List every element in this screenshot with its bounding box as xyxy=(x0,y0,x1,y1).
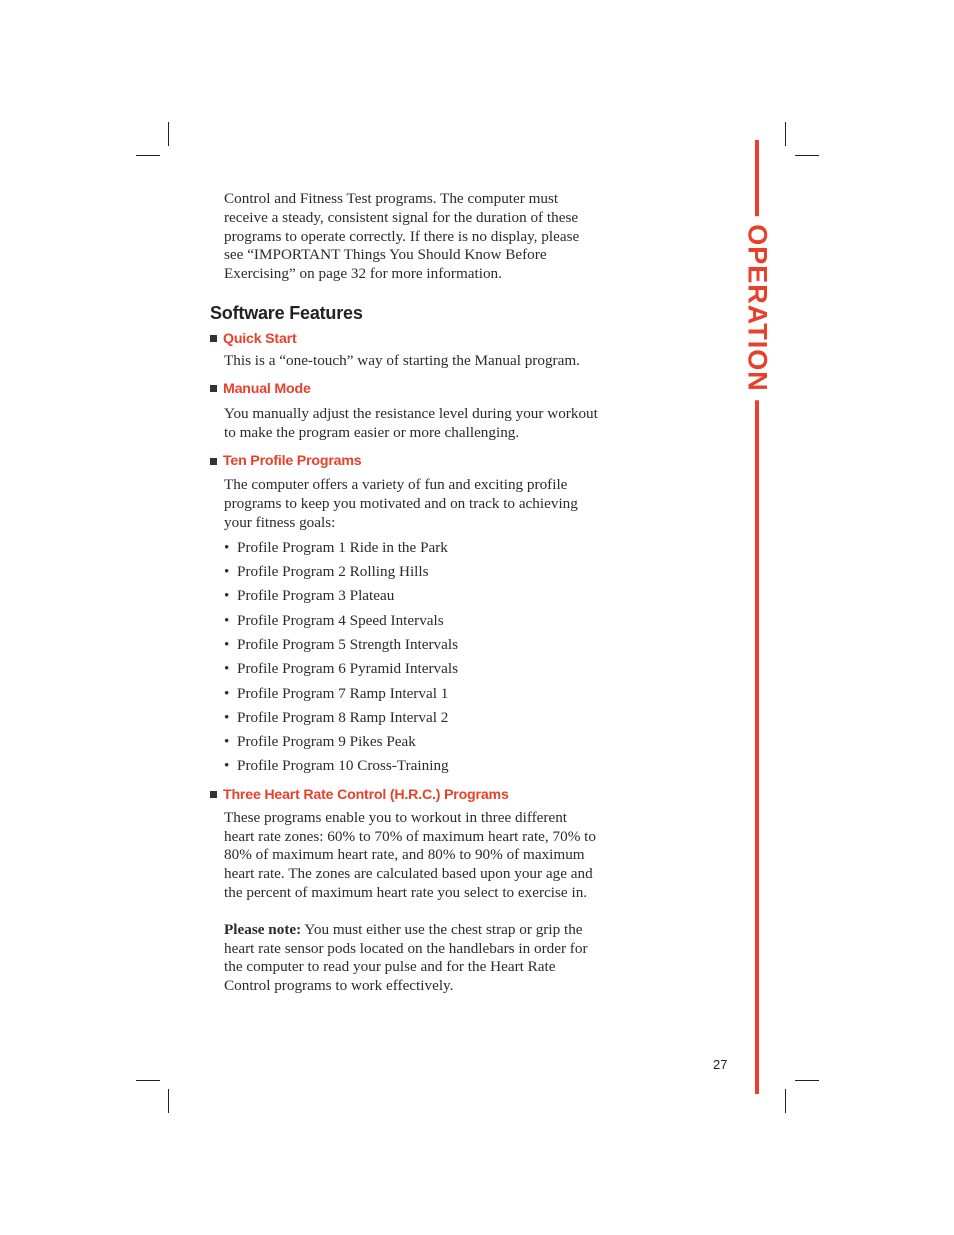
list-item: • Profile Program 10 Cross-Training xyxy=(224,757,610,781)
crop-mark xyxy=(795,1080,819,1081)
hrc-note xyxy=(224,921,599,996)
intro-paragraph: Control and Fitness Test programs. The computer must receive a steady, consistent signal for the duration of these programs to operate correctly. If there is no display, please see “IMPORTANT Things You Should Know Before Exercising” on page 32 for more information. xyxy=(224,190,580,283)
page-number: 27 xyxy=(713,1057,728,1072)
crop-mark xyxy=(795,155,819,156)
profile-program-list xyxy=(210,539,610,782)
square-bullet-icon xyxy=(210,335,217,342)
note-label: Please note: xyxy=(224,920,302,938)
manual-mode-heading xyxy=(210,381,610,397)
square-bullet-icon xyxy=(210,791,217,798)
list-item: • Profile Program 9 Pikes Peak xyxy=(224,733,610,757)
crop-mark xyxy=(136,155,160,156)
bullet-dot: • xyxy=(224,733,230,751)
list-item: • Profile Program 2 Rolling Hills xyxy=(224,563,610,587)
list-item: • Profile Program 6 Pyramid Intervals xyxy=(224,660,610,684)
list-item: • Profile Program 1 Ride in the Park xyxy=(224,539,610,563)
hrc-text: These programs enable you to workout in three different heart rate zones: 60% to 70% of maximum heart rate, 70% to 80% of maximum heart rate, and 80% to 90% of maximum heart rate. The zones are calculated based upon your age and the percent of maximum heart rate you select to exercise in. xyxy=(224,808,596,901)
hrc-title: Three Heart Rate Control (H.R.C.) Programs xyxy=(223,786,509,803)
bullet-dot: • xyxy=(224,635,230,653)
note-text: You must either use the chest strap or grip the heart rate sensor pods located on the handlebars in order for the computer to read your pulse and for the Heart Rate Control programs to work effectively. xyxy=(224,920,588,995)
ten-profile-title: Ten Profile Programs xyxy=(223,453,362,470)
bullet-dot: • xyxy=(224,660,230,678)
quick-start-text: This is a “one-touch” way of starting the Manual program. xyxy=(224,351,580,369)
ten-profile-heading xyxy=(210,453,610,469)
square-bullet-icon xyxy=(210,458,217,465)
bullet-dot: • xyxy=(224,611,230,629)
manual-mode-title: Manual Mode xyxy=(223,380,311,397)
list-item: • Profile Program 3 Plateau xyxy=(224,587,610,611)
section-heading: Software Features xyxy=(210,302,363,323)
quick-start-title: Quick Start xyxy=(223,330,297,347)
list-item: • Profile Program 7 Ramp Interval 1 xyxy=(224,685,610,709)
bullet-dot: • xyxy=(224,757,230,775)
list-item: • Profile Program 5 Strength Intervals xyxy=(224,636,610,660)
bullet-dot: • xyxy=(224,684,230,702)
quick-start-heading xyxy=(210,331,610,347)
crop-mark xyxy=(136,1080,160,1081)
bullet-dot: • xyxy=(224,587,230,605)
crop-mark xyxy=(785,122,786,146)
ten-profile-text: The computer offers a variety of fun and exciting profile programs to keep you motivated and on track to achieving your fitness goals: xyxy=(224,476,578,531)
bullet-dot: • xyxy=(224,538,230,556)
square-bullet-icon xyxy=(210,385,217,392)
list-item: • Profile Program 8 Ramp Interval 2 xyxy=(224,709,610,733)
bullet-dot: • xyxy=(224,563,230,581)
crop-mark xyxy=(168,1089,169,1113)
manual-mode-text: You manually adjust the resistance level during your workout to make the program easier or more challenging. xyxy=(224,404,598,441)
page-content xyxy=(210,190,610,996)
bullet-dot: • xyxy=(224,708,230,726)
crop-mark xyxy=(168,122,169,146)
hrc-heading xyxy=(210,787,610,803)
sidebar-rule xyxy=(755,378,759,1094)
crop-mark xyxy=(785,1089,786,1113)
section-tab-label: OPERATION xyxy=(742,216,773,400)
list-item: • Profile Program 4 Speed Intervals xyxy=(224,612,610,636)
